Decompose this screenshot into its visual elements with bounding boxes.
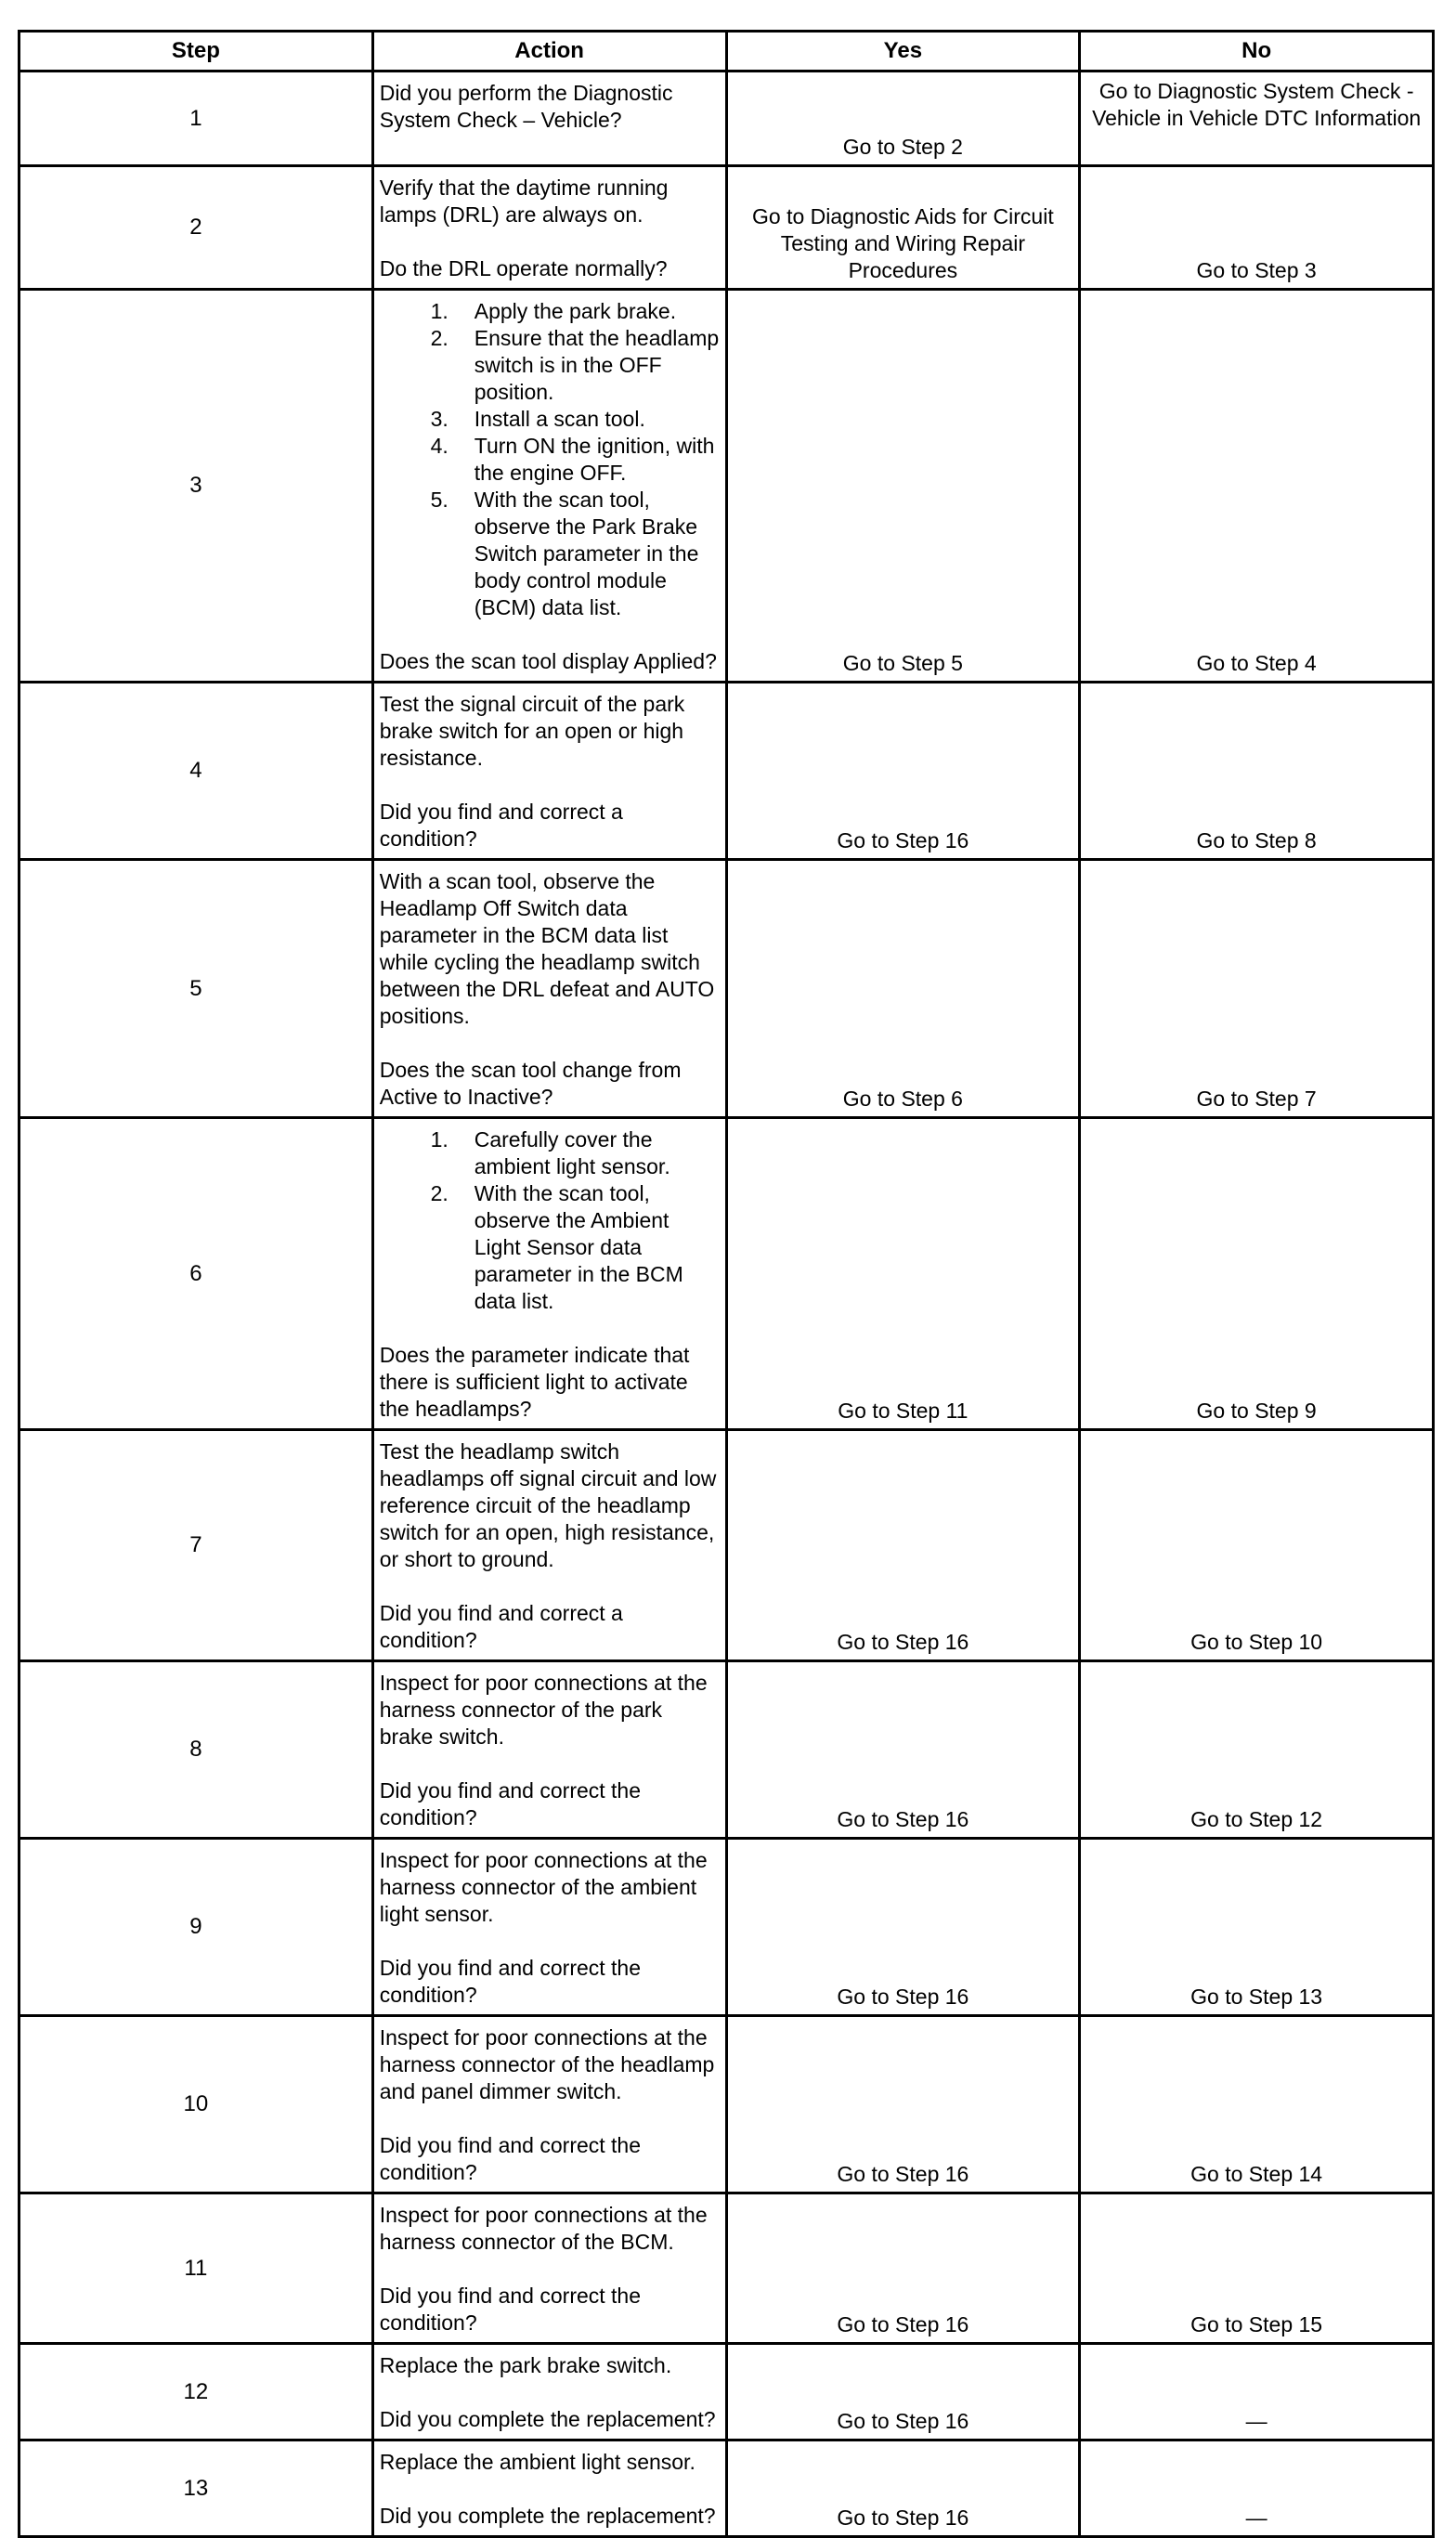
action-step-number: 1. <box>430 1127 448 1152</box>
action-question: Did you find and correct the condition? <box>379 2284 642 2335</box>
action-gap <box>380 2476 720 2503</box>
action-cell <box>372 1661 726 1839</box>
yes-cell: Go to Step 16 <box>726 2193 1080 2344</box>
action-step-item <box>380 1126 720 1180</box>
action-cell <box>372 1118 726 1430</box>
action-text: Inspect for poor connections at the harness connector of the headlamp and panel dimmer switch. <box>379 2025 715 2103</box>
action-text: Test the signal circuit of the park brake switch for an open or high resistance. <box>379 692 685 770</box>
action-question: Do the DRL operate normally? <box>379 256 668 280</box>
action-cell <box>372 2193 726 2344</box>
action-step-text: Apply the park brake. <box>474 299 677 323</box>
action-gap <box>380 2379 720 2406</box>
header-action: Action <box>372 32 726 72</box>
action-text: Inspect for poor connections at the harness connector of the ambient light sensor. <box>379 1848 708 1926</box>
action-step-item <box>380 325 720 406</box>
table-row <box>20 1430 1434 1661</box>
step-number: 9 <box>20 1839 373 2016</box>
action-step-number: 3. <box>430 407 448 431</box>
action-text: With a scan tool, observe the Headlamp Off Switch data parameter in the BCM data list while cycling the headlamp switch between the DRL defeat and AUTO positions. <box>379 869 715 1028</box>
action-gap <box>380 1030 720 1057</box>
action-cell <box>372 72 726 166</box>
step-number: 8 <box>20 1661 373 1839</box>
action-step-number: 5. <box>430 488 448 512</box>
step-number: 7 <box>20 1430 373 1661</box>
yes-cell: Go to Diagnostic Aids for Circuit Testing and Wiring Repair Procedures <box>726 166 1080 290</box>
action-question: Does the scan tool display Applied? <box>379 649 717 673</box>
action-gap <box>380 2256 720 2283</box>
step-number: 10 <box>20 2016 373 2193</box>
action-step-number: 2. <box>430 1181 448 1205</box>
no-cell: Go to Step 9 <box>1080 1118 1434 1430</box>
table-row <box>20 2440 1434 2537</box>
action-gap <box>380 1751 720 1777</box>
step-number: 2 <box>20 166 373 290</box>
table-row <box>20 860 1434 1118</box>
action-steps-list <box>380 1126 720 1315</box>
action-gap <box>380 772 720 799</box>
action-question: Did you find and correct a condition? <box>379 1601 623 1652</box>
no-cell: Go to Step 4 <box>1080 290 1434 683</box>
action-step-item <box>380 487 720 621</box>
action-step-text: Install a scan tool. <box>474 407 645 431</box>
action-question: Did you find and correct the condition? <box>379 1956 642 2007</box>
action-question: Did you complete the replacement? <box>379 2407 716 2431</box>
yes-cell: Go to Step 5 <box>726 290 1080 683</box>
action-text: Verify that the daytime running lamps (DRL) are always on. <box>379 176 669 227</box>
diagnostic-table <box>18 30 1435 2538</box>
step-number: 4 <box>20 683 373 860</box>
action-gap <box>380 1928 720 1955</box>
no-cell: Go to Step 8 <box>1080 683 1434 860</box>
header-no: No <box>1080 32 1434 72</box>
action-gap <box>380 1573 720 1600</box>
action-step-text: Ensure that the headlamp switch is in the OFF position. <box>474 326 720 404</box>
action-cell <box>372 2016 726 2193</box>
header-step: Step <box>20 32 373 72</box>
table-row <box>20 683 1434 860</box>
step-number: 3 <box>20 290 373 683</box>
no-cell: — <box>1080 2440 1434 2537</box>
action-cell <box>372 683 726 860</box>
action-step-text: With the scan tool, observe the Park Brake Switch parameter in the body control module (BCM) data list. <box>474 488 699 619</box>
no-cell: Go to Step 15 <box>1080 2193 1434 2344</box>
action-step-item <box>380 406 720 433</box>
action-question: Did you find and correct the condition? <box>379 2133 642 2184</box>
action-step-number: 1. <box>430 299 448 323</box>
yes-cell: Go to Step 2 <box>726 72 1080 166</box>
action-text: Inspect for poor connections at the harness connector of the BCM. <box>379 2203 708 2254</box>
action-step-number: 2. <box>430 326 448 350</box>
yes-cell: Go to Step 16 <box>726 2016 1080 2193</box>
no-cell: Go to Step 14 <box>1080 2016 1434 2193</box>
yes-cell: Go to Step 11 <box>726 1118 1080 1430</box>
action-cell <box>372 290 726 683</box>
no-cell: Go to Step 7 <box>1080 860 1434 1118</box>
no-cell: — <box>1080 2344 1434 2440</box>
yes-cell: Go to Step 6 <box>726 860 1080 1118</box>
step-number: 1 <box>20 72 373 166</box>
step-number: 11 <box>20 2193 373 2344</box>
action-cell <box>372 1430 726 1661</box>
step-number: 12 <box>20 2344 373 2440</box>
table-row <box>20 2193 1434 2344</box>
action-question: Does the parameter indicate that there is sufficient light to activate the headlamps? <box>379 1343 690 1421</box>
action-cell <box>372 860 726 1118</box>
table-row <box>20 2344 1434 2440</box>
action-cell <box>372 2440 726 2537</box>
step-number: 5 <box>20 860 373 1118</box>
action-text: Did you perform the Diagnostic System Check – Vehicle? <box>379 81 673 132</box>
no-cell: Go to Step 3 <box>1080 166 1434 290</box>
yes-cell: Go to Step 16 <box>726 2344 1080 2440</box>
action-gap <box>380 1315 720 1342</box>
table-row <box>20 290 1434 683</box>
action-step-text: Carefully cover the ambient light sensor. <box>474 1127 670 1178</box>
action-text: Replace the ambient light sensor. <box>379 2450 696 2474</box>
action-gap <box>380 228 720 255</box>
yes-cell: Go to Step 16 <box>726 2440 1080 2537</box>
action-step-text: With the scan tool, observe the Ambient Light Sensor data parameter in the BCM data list. <box>474 1181 683 1313</box>
action-gap <box>380 2105 720 2132</box>
table-row <box>20 2016 1434 2193</box>
table-row <box>20 72 1434 166</box>
yes-cell: Go to Step 16 <box>726 1661 1080 1839</box>
table-row <box>20 1661 1434 1839</box>
step-number: 6 <box>20 1118 373 1430</box>
no-cell: Go to Step 10 <box>1080 1430 1434 1661</box>
action-text: Replace the park brake switch. <box>379 2353 672 2377</box>
action-question: Did you find and correct a condition? <box>379 800 623 851</box>
action-question: Did you find and correct the condition? <box>379 1778 642 1829</box>
action-step-number: 4. <box>430 434 448 458</box>
header-row <box>20 32 1434 72</box>
action-step-item <box>380 298 720 325</box>
action-question: Did you complete the replacement? <box>379 2504 716 2528</box>
action-step-item <box>380 433 720 487</box>
action-cell <box>372 1839 726 2016</box>
yes-cell: Go to Step 16 <box>726 1839 1080 2016</box>
yes-cell: Go to Step 16 <box>726 683 1080 860</box>
action-gap <box>380 621 720 648</box>
table-row <box>20 1118 1434 1430</box>
action-text: Test the headlamp switch headlamps off signal circuit and low reference circuit of the headlamp switch for an open, high resistance, or short to ground. <box>379 1439 717 1571</box>
no-cell: Go to Diagnostic System Check - Vehicle in Vehicle DTC Information <box>1080 72 1434 166</box>
action-question: Does the scan tool change from Active to Inactive? <box>379 1058 682 1109</box>
action-step-item <box>380 1180 720 1315</box>
action-steps-list <box>380 298 720 621</box>
table-row <box>20 166 1434 290</box>
table-row <box>20 1839 1434 2016</box>
action-step-text: Turn ON the ignition, with the engine OFF. <box>474 434 715 485</box>
yes-cell: Go to Step 16 <box>726 1430 1080 1661</box>
action-cell <box>372 2344 726 2440</box>
action-cell <box>372 166 726 290</box>
header-yes: Yes <box>726 32 1080 72</box>
no-cell: Go to Step 13 <box>1080 1839 1434 2016</box>
action-text: Inspect for poor connections at the harness connector of the park brake switch. <box>379 1671 708 1749</box>
step-number: 13 <box>20 2440 373 2537</box>
no-cell: Go to Step 12 <box>1080 1661 1434 1839</box>
